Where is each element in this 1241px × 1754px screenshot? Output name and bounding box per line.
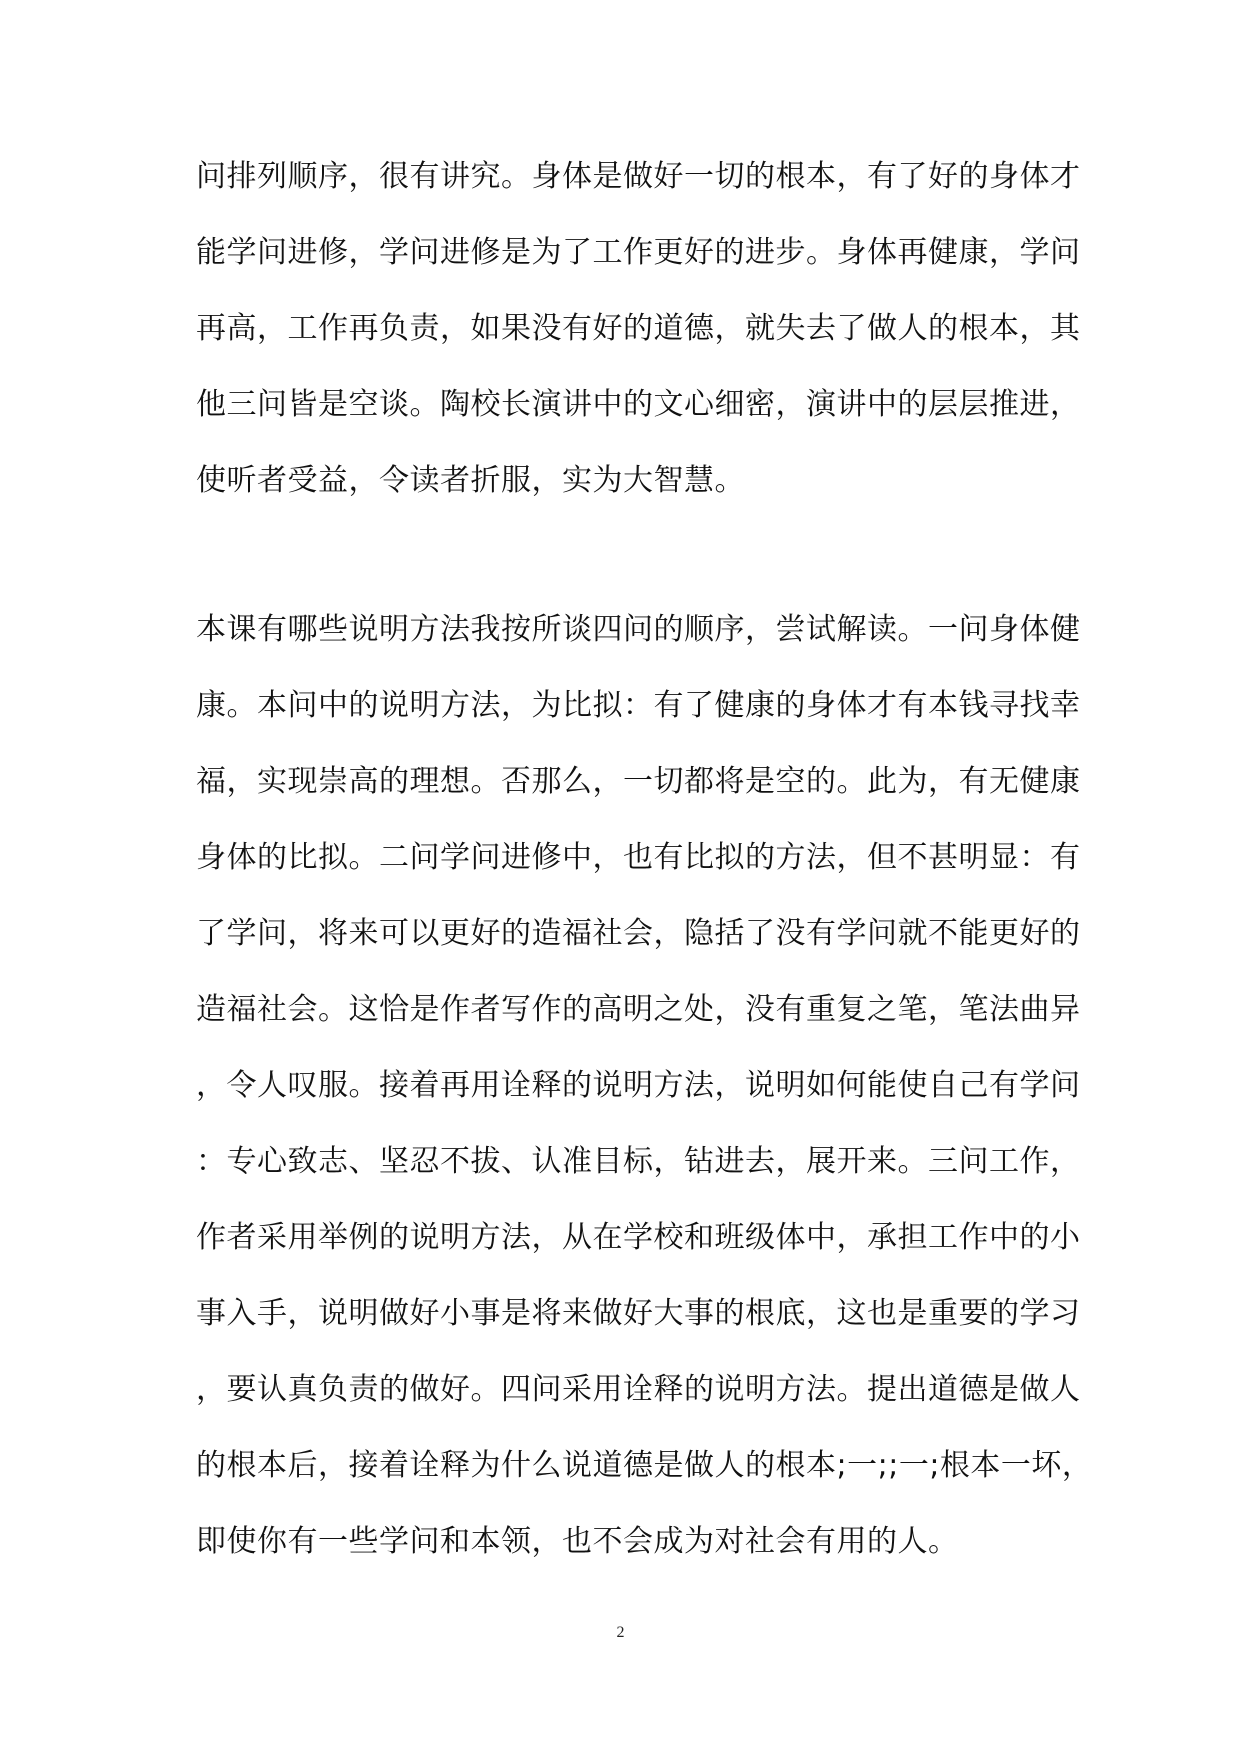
text-line: 问排列顺序，很有讲究。身体是做好一切的根本，有了好的身体才 (196, 159, 1081, 194)
text-line: 的根本后，接着诠释为什么说道德是做人的根本;一;;一;根本一坏， (196, 1448, 1093, 1483)
text-line: 造福社会。这恰是作者写作的高明之处，没有重复之笔，笔法曲异 (196, 992, 1081, 1027)
paragraph-2 (196, 592, 1093, 1580)
text-line: ，令人叹服。接着再用诠释的说明方法，说明如何能使自己有学问 (196, 1068, 1081, 1103)
text-line: 他三问皆是空谈。陶校长演讲中的文心细密，演讲中的层层推进， (196, 387, 1081, 422)
text-line: 福，实现崇高的理想。否那么，一切都将是空的。此为，有无健康 (196, 764, 1081, 799)
text-line: 再高，工作再负责，如果没有好的道德，就失去了做人的根本，其 (196, 311, 1081, 346)
paragraph-1 (196, 139, 1081, 519)
text-line: 作者采用举例的说明方法，从在学校和班级体中，承担工作中的小 (196, 1220, 1081, 1255)
page-number: 2 (616, 1624, 625, 1641)
text-line: 能学问进修，学问进修是为了工作更好的进步。身体再健康，学问 (196, 235, 1081, 270)
text-line: ：专心致志、坚忍不拔、认准目标，钻进去，展开来。三问工作， (196, 1144, 1081, 1179)
text-line: 康。本问中的说明方法，为比拟：有了健康的身体才有本钱寻找幸 (196, 688, 1081, 723)
text-line: 事入手，说明做好小事是将来做好大事的根底，这也是重要的学习 (196, 1296, 1081, 1331)
text-line: 使听者受益，令读者折服，实为大智慧。 (196, 463, 745, 498)
text-line: 即使你有一些学问和本领，也不会成为对社会有用的人。 (196, 1524, 959, 1559)
text-line: 身体的比拟。二问学问进修中，也有比拟的方法，但不甚明显：有 (196, 840, 1081, 875)
text-line: 了学问，将来可以更好的造福社会，隐括了没有学问就不能更好的 (196, 916, 1081, 951)
text-line: 本课有哪些说明方法我按所谈四问的顺序，尝试解读。一问身体健 (196, 612, 1081, 647)
text-line: ，要认真负责的做好。四问采用诠释的说明方法。提出道德是做人 (196, 1372, 1081, 1407)
